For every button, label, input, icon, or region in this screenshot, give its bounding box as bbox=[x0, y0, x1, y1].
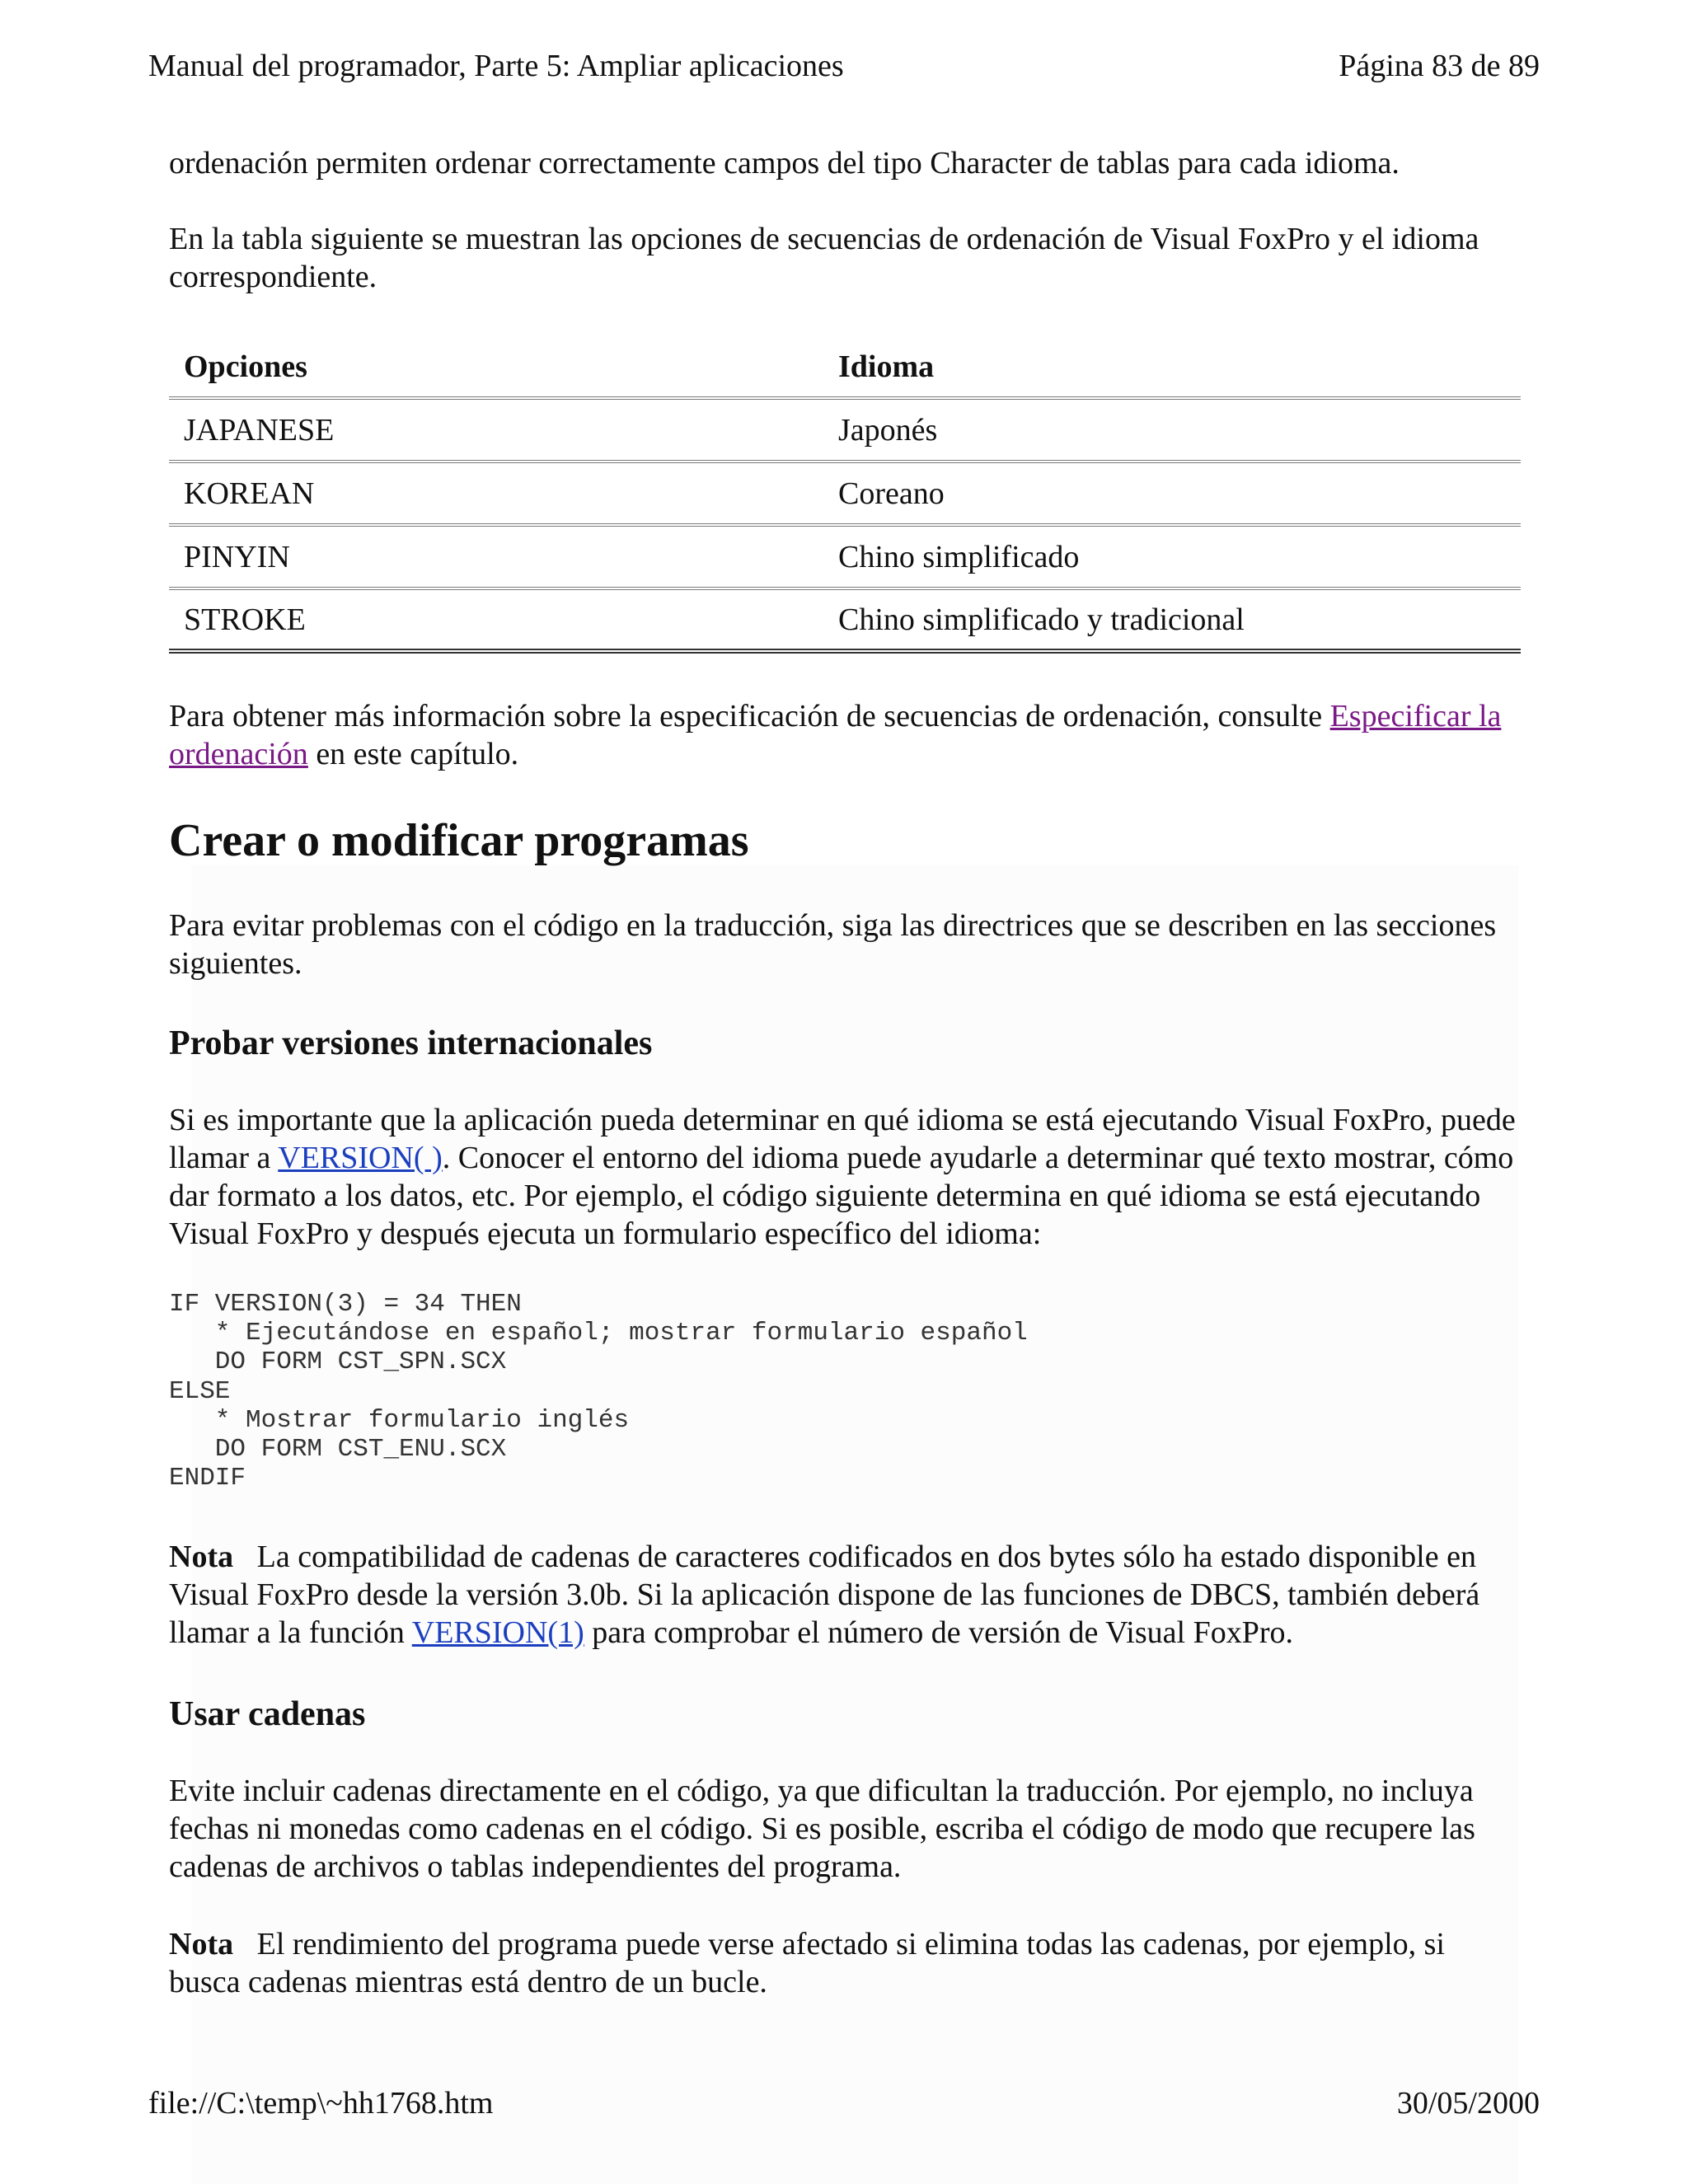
table-row bbox=[169, 400, 1521, 463]
table-cell-language: Japonés bbox=[838, 412, 938, 448]
subsection-heading-probar: Probar versiones internacionales bbox=[169, 1024, 653, 1062]
table-cell-language: Chino simplificado y tradicional bbox=[838, 602, 1245, 637]
table-cell-language: Chino simplificado bbox=[838, 539, 1080, 574]
nota-text-continued: para comprobar el número de versión de Visual FoxPro. bbox=[584, 1615, 1293, 1650]
especificar-ordenacion-link[interactable]: Especificar la ordenación bbox=[169, 699, 1502, 771]
nota-label: Nota bbox=[169, 1927, 234, 1961]
file-path: file://C:\temp\~hh1768.htm bbox=[148, 2086, 494, 2121]
version-link[interactable]: VERSION( ) bbox=[278, 1141, 443, 1175]
table-cell-option: JAPANESE bbox=[184, 412, 335, 448]
intro-line: ordenación permiten ordenar correctamente campos del tipo Character de tablas para cada idioma. bbox=[169, 146, 1400, 180]
column-header-options: Opciones bbox=[184, 349, 307, 384]
page-header bbox=[148, 48, 1540, 89]
page-number: Página 83 de 89 bbox=[1339, 49, 1540, 83]
section-intro: Para evitar problemas con el código en la traducción, siga las directrices que se describen en las secciones siguientes. bbox=[169, 908, 1497, 981]
table-row bbox=[169, 590, 1521, 654]
code-block: IF VERSION(3) = 34 THEN * Ejecutándose en español; mostrar formulario español DO FORM CST_SPN.SCX ELSE * Mostrar formulario inglés DO FORM CST_ENU.SCX ENDIF bbox=[169, 1290, 1028, 1493]
nota-text: La compatibilidad de cadenas de caracteres codificados en dos bytes sólo ha estado disponible en Visual FoxPro desde la versión 3.0b. Si la aplicación dispone de las funciones de DBCS, también deberá llamar a la función bbox=[169, 1540, 1488, 1650]
probar-text-continued: . Conocer el entorno del idioma puede ayudarle a determinar qué texto mostrar, cómo dar formato a los datos, etc. Por ejemplo, el código siguiente determina en qué idioma se está ejecutando Visual FoxPro y después ejecuta un formulario específico del idioma: bbox=[169, 1141, 1514, 1251]
column-header-language: Idioma bbox=[838, 349, 935, 384]
page-footer bbox=[148, 2085, 1540, 2126]
nota-text: El rendimiento del programa puede verse afectado si elimina todas las cadenas, por ejemplo, si busca cadenas mientras está dentro de un bucle. bbox=[169, 1927, 1453, 1999]
version1-link[interactable]: VERSION(1) bbox=[411, 1615, 584, 1650]
table-row bbox=[169, 527, 1521, 590]
probar-text: Si es importante que la aplicación pueda determinar en qué idioma se está ejecutando Visual FoxPro, puede llamar a bbox=[169, 1103, 1516, 1175]
more-info-suffix: en este capítulo. bbox=[307, 737, 519, 771]
more-info-text: Para obtener más información sobre la especificación de secuencias de ordenación, consulte bbox=[169, 699, 1330, 733]
subsection-heading-cadenas: Usar cadenas bbox=[169, 1695, 366, 1733]
table-header-row bbox=[169, 336, 1521, 400]
print-date: 30/05/2000 bbox=[1396, 2086, 1540, 2121]
table-cell-language: Coreano bbox=[838, 476, 945, 511]
nota-label: Nota bbox=[169, 1540, 234, 1574]
intro-paragraph: En la tabla siguiente se muestran las opciones de secuencias de ordenación de Visual FoxPro y el idioma correspondiente. bbox=[169, 222, 1479, 294]
cadenas-paragraph: Evite incluir cadenas directamente en el código, ya que dificultan la traducción. Por ejemplo, no incluya fechas ni monedas como cadenas en el código. Si es posible, escriba el código de modo que recupere las cadenas de archivos o tablas independientes del programa. bbox=[169, 1774, 1475, 1884]
table-row bbox=[169, 463, 1521, 527]
section-heading: Crear o modificar programas bbox=[169, 815, 749, 866]
nota-dbcs bbox=[169, 1538, 1521, 1652]
table-cell-option: KOREAN bbox=[184, 476, 315, 511]
more-info-paragraph bbox=[169, 697, 1521, 773]
probar-paragraph bbox=[169, 1101, 1521, 1253]
document-title: Manual del programador, Parte 5: Ampliar aplicaciones bbox=[148, 49, 844, 83]
table-cell-option: PINYIN bbox=[184, 539, 290, 574]
table-cell-option: STROKE bbox=[184, 602, 306, 637]
nota-rendimiento bbox=[169, 1925, 1521, 2001]
sort-options-table bbox=[169, 336, 1521, 654]
